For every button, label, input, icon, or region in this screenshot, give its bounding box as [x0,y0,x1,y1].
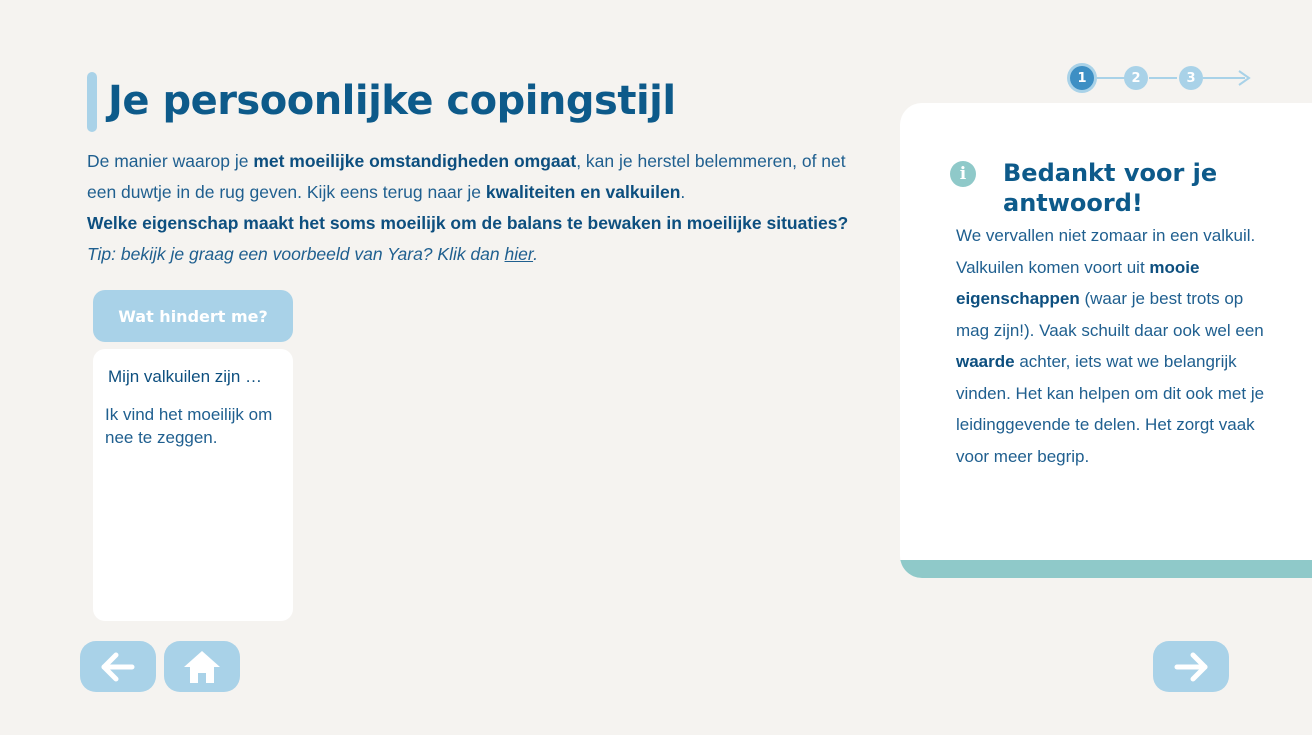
intro-text-part: De manier waarop je [87,151,254,171]
progress-indicator [1067,64,1252,92]
intro-text-part: . [680,182,686,202]
answer-text[interactable]: Ik vind het moeilijk om nee te zeggen. [105,405,273,447]
tip-text-part: . [533,244,538,264]
title-accent-bar [87,72,97,132]
progress-connector [1093,77,1125,79]
intro-emphasis: met moeilijke omstandigheden omgaat [253,151,577,171]
arrow-left-icon [98,650,138,684]
wat-hindert-me-button[interactable]: Wat hindert me? [93,290,293,342]
arrow-right-icon [1171,650,1211,684]
home-icon [182,649,222,685]
progress-step-3: 3 [1179,66,1203,90]
progress-step-1: 1 [1070,66,1094,90]
answer-card-heading: Mijn valkuilen zijn … [108,367,262,386]
answer-card [93,349,293,621]
intro-emphasis: kwaliteiten en valkuilen [485,182,681,202]
feedback-title: Bedankt voor je antwoord! [1003,159,1218,217]
back-button[interactable] [80,641,156,692]
progress-connector [1149,77,1177,79]
tip-link[interactable]: hier [504,244,534,264]
feedback-text-part: (waar je best trots op mag zijn!). Vaak schuilt daar ook wel een [956,289,1264,340]
tip-text-part: Tip: bekijk je graag een voorbeeld van Yara? Klik dan [87,244,505,264]
info-icon: i [950,161,976,187]
home-button[interactable] [164,641,240,692]
feedback-text-part: achter, iets wat we belangrijk vinden. Het kan helpen om dit ook met je leidinggevende te delen. Het zorgt vaak voor meer begrip. [956,352,1265,466]
panel-footer-bar [900,560,1312,578]
next-button[interactable] [1153,641,1229,692]
tip-text [87,244,538,264]
question-text: Welke eigenschap maakt het soms moeilijk om de balans te bewaken in moeilijke situaties? [87,213,849,233]
feedback-text-part: We vervallen niet zomaar in een valkuil. Valkuilen komen voort uit [956,226,1256,277]
progress-step-2: 2 [1124,66,1148,90]
feedback-text [956,220,1266,472]
feedback-emphasis: mooie eigenschappen [956,257,1200,308]
progress-arrow-icon [1237,69,1251,87]
feedback-emphasis: waarde [956,352,1015,371]
page-title: Je persoonlijke copingstijl [108,78,676,124]
intro-text-part: , kan je herstel belemmeren, of net een duwtje in de rug geven. Kijk eens terug naar je [87,151,846,202]
intro-text [87,146,867,270]
feedback-panel [900,103,1312,578]
